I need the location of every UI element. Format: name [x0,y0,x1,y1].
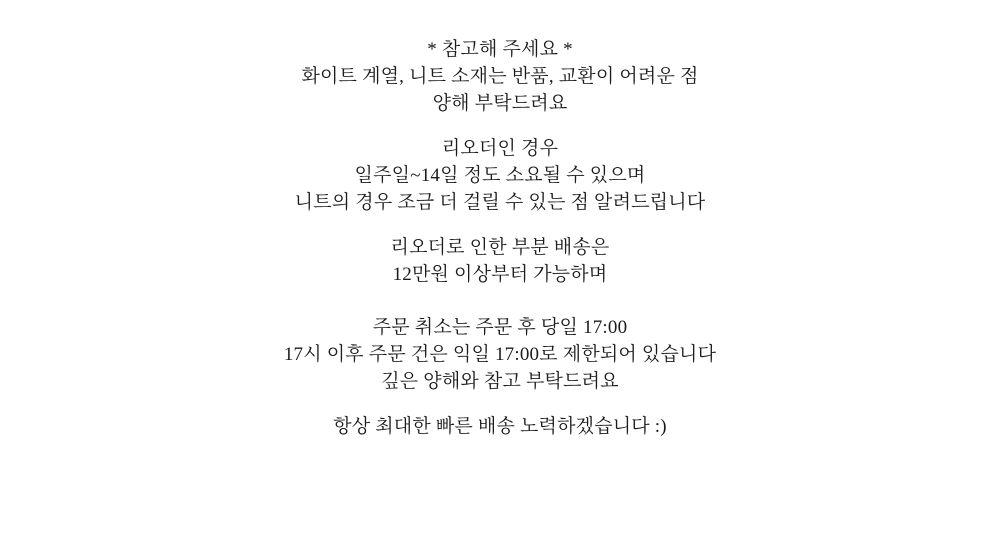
notice-paragraph [0,234,1000,288]
notice-line: 17시 이후 주문 건은 익일 17:00로 제한되어 있습니다 [283,344,717,365]
notice-line: 일주일~14일 정도 소요될 수 있으며 [354,165,646,186]
notice-paragraph [0,413,1000,440]
notice-line: 깊은 양해와 참고 부탁드려요 [381,371,619,392]
notice-paragraph [0,314,1000,395]
notice-line: 양해 부탁드려요 [432,93,568,114]
notice-line: 리오더인 경우 [441,138,559,159]
notice-paragraph [0,36,1000,117]
notice-line: * 참고해 주세요 * [427,39,573,60]
notice-paragraph [0,135,1000,216]
notice-line: 리오더로 인한 부분 배송은 [390,237,610,258]
notice-line: 주문 취소는 주문 후 당일 17:00 [372,317,628,338]
notice-line: 니트의 경우 조금 더 걸릴 수 있는 점 알려드립니다 [294,192,706,213]
notice-line: 12만원 이상부터 가능하며 [392,264,608,285]
notice-line: 항상 최대한 빠른 배송 노력하겠습니다 :) [333,416,667,437]
notice-line: 화이트 계열, 니트 소재는 반품, 교환이 어려운 점 [301,66,699,87]
